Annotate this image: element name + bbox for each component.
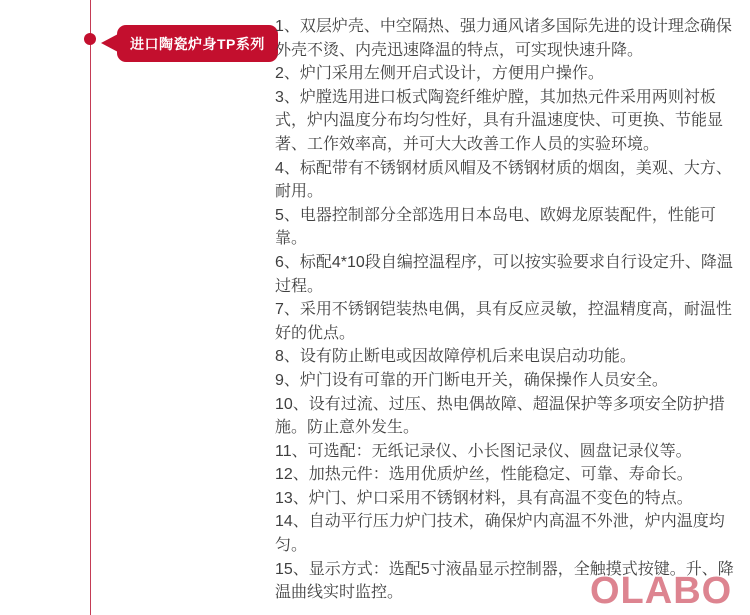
feature-item-9: 9、炉门设有可靠的开门断电开关，确保操作人员安全。 (275, 371, 668, 389)
feature-item-2: 2、炉门采用左侧开启式设计，方便用户操作。 (275, 65, 604, 83)
feature-item-13: 13、炉门、炉口采用不锈钢材料，具有高温不变色的特点。 (275, 489, 693, 507)
feature-item-1: 1、双层炉壳、中空隔热、强力通风诸多国际先进的设计理念确保外壳不烫、内壳迅速降温的特点，可实现快速升降。 (275, 18, 732, 59)
callout-arrow-icon (101, 34, 118, 52)
feature-item-11: 11、可选配：无纸记录仪、小长图记录仪、圆盘记录仪等。 (275, 442, 692, 460)
feature-list (275, 15, 739, 605)
timeline-line (90, 0, 91, 615)
series-badge (117, 25, 278, 62)
feature-item-5: 5、电器控制部分全部选用日本岛电、欧姆龙原装配件，性能可靠。 (275, 206, 716, 248)
feature-item-14: 14、自动平行压力炉门技术，确保炉内高温不外泄，炉内温度均匀。 (275, 513, 725, 555)
series-badge-label: 进口陶瓷炉身TP系列 (130, 35, 265, 52)
olabo-brand-watermark: OLABO (590, 570, 733, 612)
feature-item-15: 15、显示方式：选配5寸液晶显示控制器，全触摸式按键。升、降温曲线实时监控。 (275, 560, 734, 602)
feature-item-6: 6、标配4*10段自编控温程序，可以按实验要求自行设定升、降温过程。 (275, 253, 733, 295)
feature-item-10: 10、设有过流、过压、热电偶故障、超温保护等多项安全防护措施。防止意外发生。 (275, 395, 725, 437)
feature-item-12: 12、加热元件：选用优质炉丝，性能稳定、可靠、寿命长。 (275, 466, 693, 484)
feature-item-8: 8、设有防止断电或因故障停机后来电误启动功能。 (275, 348, 636, 366)
feature-item-4: 4、标配带有不锈钢材质风帽及不锈钢材质的烟囱，美观、大方、耐用。 (275, 159, 732, 201)
timeline-dot-icon (84, 33, 96, 45)
feature-item-7: 7、采用不锈钢铠装热电偶，具有反应灵敏，控温精度高，耐温性好的优点。 (275, 301, 732, 342)
feature-item-3: 3、炉膛选用进口板式陶瓷纤维炉膛，其加热元件采用两则衬板式，炉内温度分布均匀性好，具有升温速度快、可更换、节能显著、工作效率高，并可大大改善工作人员的实验环境。 (275, 88, 724, 153)
